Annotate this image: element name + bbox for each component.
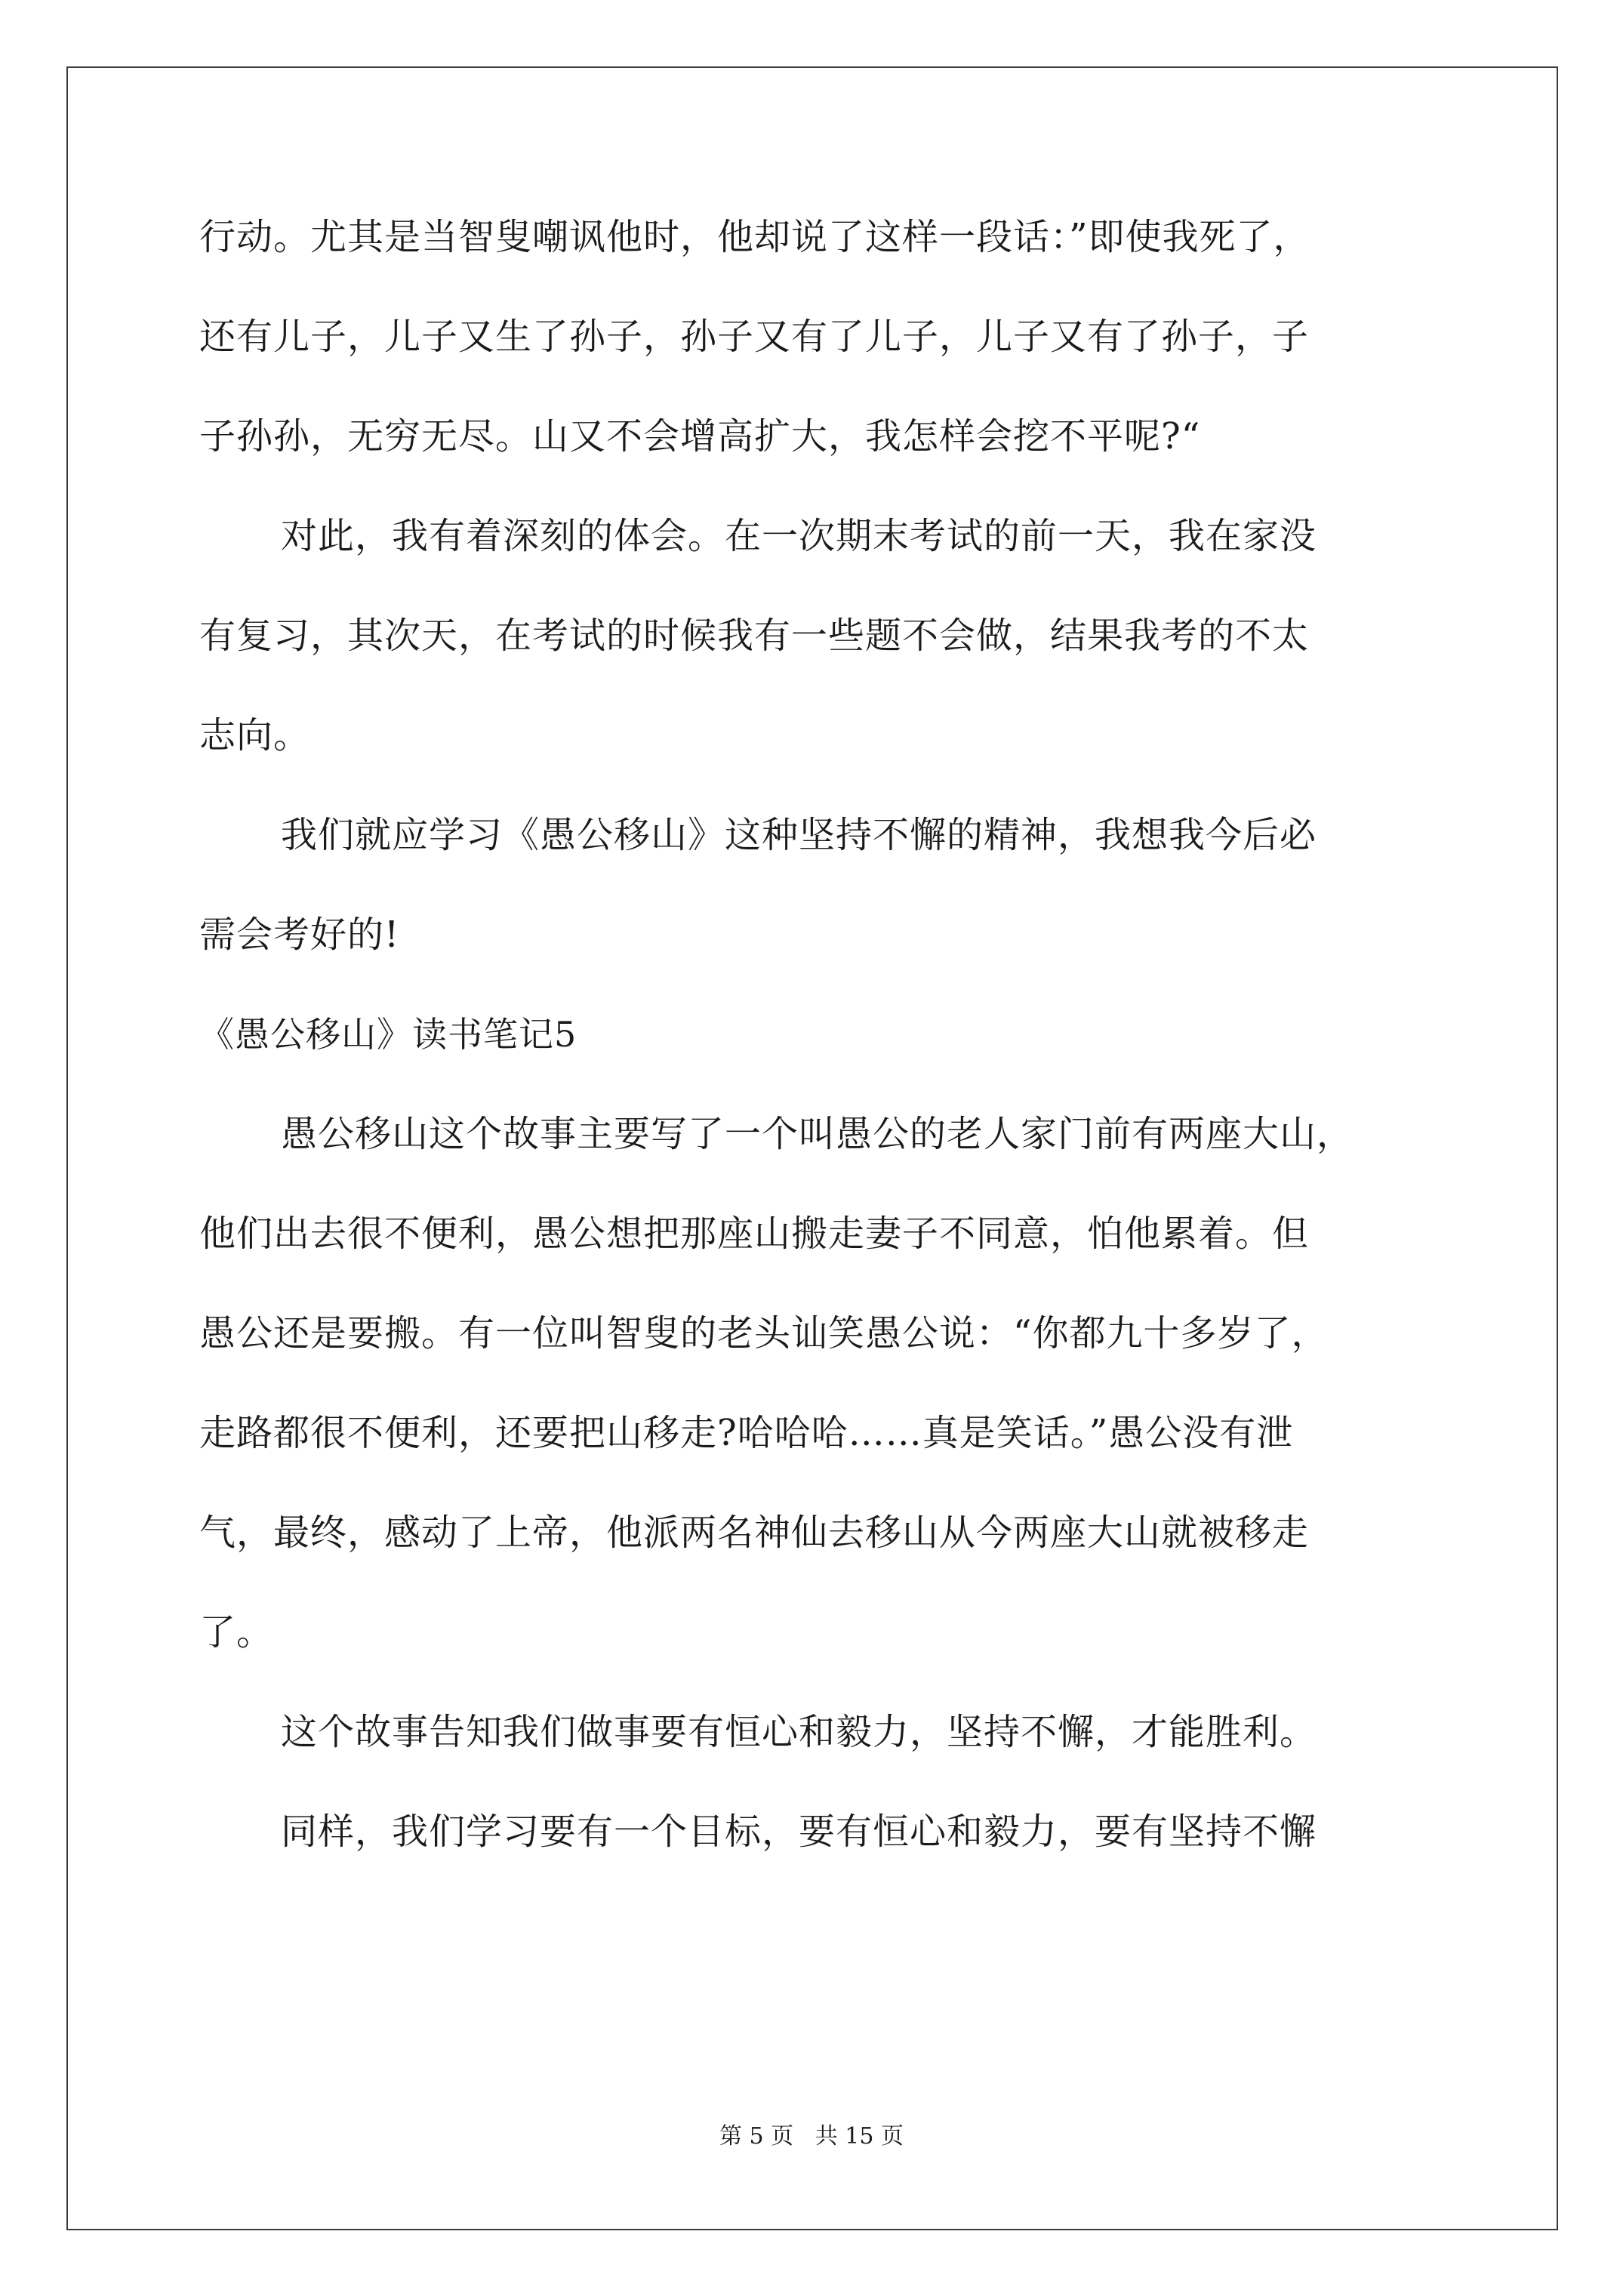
text-line: 走路都很不便利，还要把山移走?哈哈哈……真是笑话。”愚公没有泄 (199, 1412, 1294, 1454)
text-line: 对此，我有着深刻的体会。在一次期末考试的前一天，我在家没 (281, 515, 1317, 557)
page-footer: 第 5 页 共 15 页 (719, 2123, 904, 2150)
text-line: 行动。尤其是当智叟嘲讽他时，他却说了这样一段话：”即使我死了， (199, 216, 1310, 258)
text-line: 子孙孙，无穷无尽。山又不会增高扩大，我怎样会挖不平呢?“ (199, 415, 1201, 458)
text-line: 还有儿子，儿子又生了孙子，孙子又有了儿子，儿子又有了孙子，子 (199, 316, 1310, 358)
section-heading: 《愚公移山》读书笔记5 (199, 1014, 577, 1055)
text-line: 气，最终，感动了上帝，他派两名神仙去移山从今两座大山就被移走 (199, 1512, 1310, 1554)
text-line: 有复习，其次天，在考试的时候我有一些题不会做，结果我考的不太 (199, 615, 1310, 657)
text-line: 愚公移山这个故事主要写了一个叫愚公的老人家门前有两座大山， (281, 1113, 1354, 1155)
text-line: 这个故事告知我们做事要有恒心和毅力，坚持不懈，才能胜利。 (281, 1711, 1317, 1753)
text-line: 志向。 (199, 714, 311, 757)
text-line: 需会考好的! (199, 914, 400, 956)
text-line: 同样，我们学习要有一个目标，要有恒心和毅力，要有坚持不懈 (281, 1811, 1317, 1853)
text-line: 了。 (199, 1611, 274, 1653)
text-line: 愚公还是要搬。有一位叫智叟的老头讪笑愚公说：“你都九十多岁了， (199, 1312, 1329, 1354)
text-line: 他们出去很不便利，愚公想把那座山搬走妻子不同意，怕他累着。但 (199, 1213, 1310, 1255)
text-line: 我们就应学习《愚公移山》这种坚持不懈的精神，我想我今后必 (281, 814, 1317, 856)
